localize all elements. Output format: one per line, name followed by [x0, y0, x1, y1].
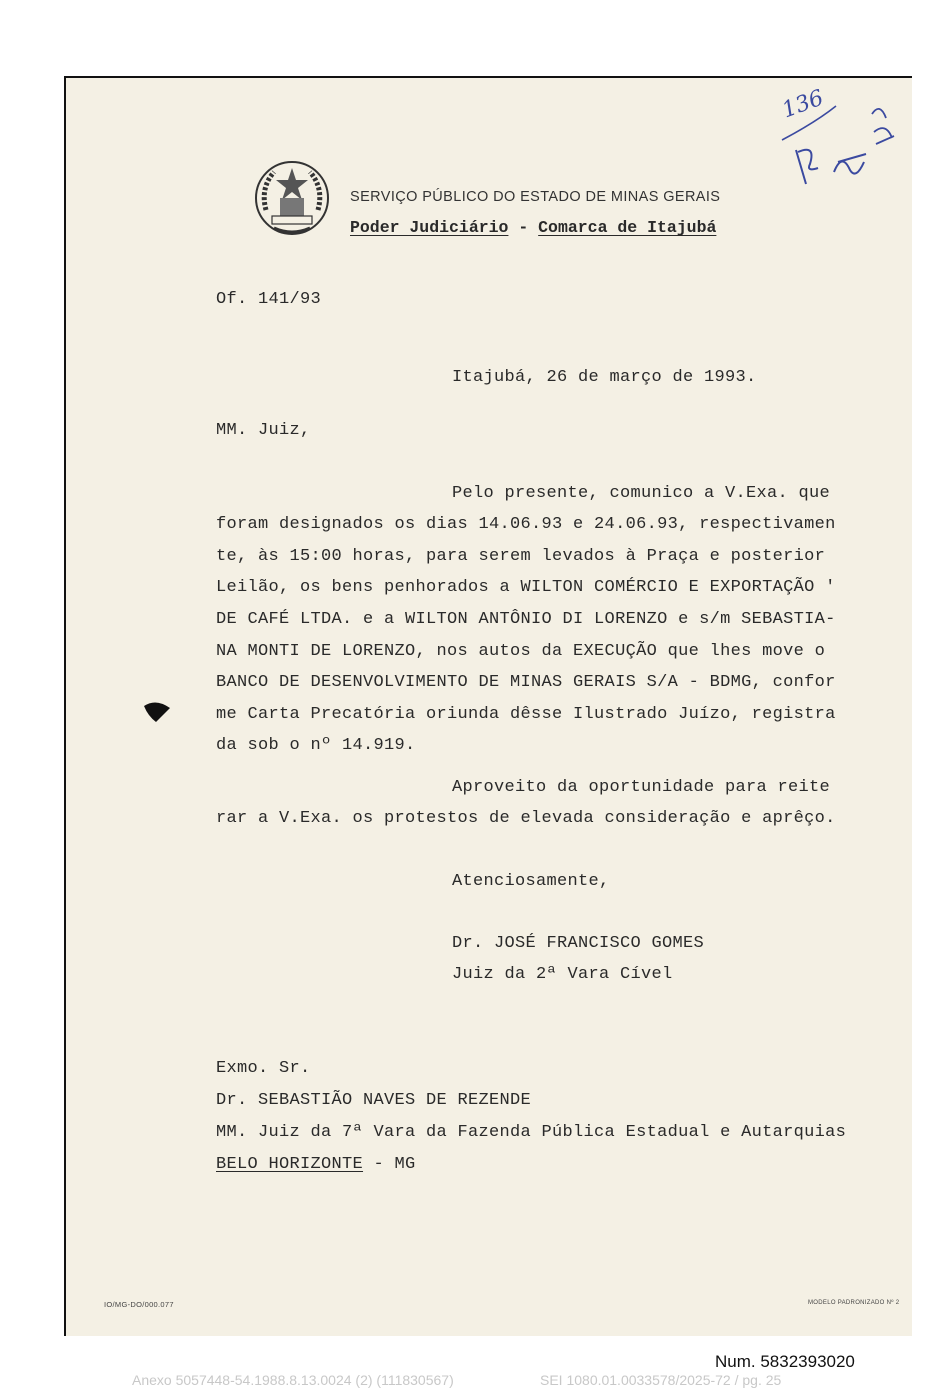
body-line: DE CAFÉ LTDA. e a WILTON ANTÔNIO DI LORENZO e s/m SEBASTIA- — [216, 610, 836, 629]
body-line: da sob o nº 14.919. — [216, 736, 416, 755]
body-line: Pelo presente, comunico a V.Exa. que — [452, 484, 831, 503]
footer-document-number: Num. 5832393020 — [715, 1352, 855, 1371]
body-line: Leilão, os bens penhorados a WILTON COMÉRCIO E EXPORTAÇÃO ' — [216, 578, 836, 597]
body-line: te, às 15:00 horas, para serem levados à Praça e posterior — [216, 547, 826, 566]
letterhead-poder: Poder Judiciário — [350, 218, 509, 237]
letterhead-comarca: Comarca de Itajubá — [538, 218, 717, 237]
body-line: Aproveito da oportunidade para reite — [452, 778, 831, 797]
signature-name: Dr. JOSÉ FRANCISCO GOMES — [452, 934, 705, 953]
salutation: MM. Juiz, — [216, 421, 311, 440]
letterhead-separator: - — [508, 218, 539, 237]
body-line: NA MONTI DE LORENZO, nos autos da EXECUÇÃO que lhes move o — [216, 642, 826, 661]
body-line: rar a V.Exa. os protestos de elevada consideração e aprêço. — [216, 809, 836, 828]
letterhead-line1: SERVIÇO PÚBLICO DO ESTADO DE MINAS GERAIS — [350, 189, 721, 205]
ink-mark-icon — [142, 700, 172, 724]
recipient-line3: MM. Juiz da 7ª Vara da Fazenda Pública Estadual e Autarquias — [216, 1123, 847, 1142]
document-sheet — [64, 76, 912, 1336]
body-line: BANCO DE DESENVOLVIMENTO DE MINAS GERAIS S/A - BDMG, confor — [216, 673, 836, 692]
body-line: foram designados os dias 14.06.93 e 24.06.93, respectivamen — [216, 515, 836, 534]
recipient-line2: Dr. SEBASTIÃO NAVES DE REZENDE — [216, 1091, 532, 1110]
footer-anexo: Anexo 5057448-54.1988.8.13.0024 (2) (111830567) — [132, 1372, 454, 1388]
closing: Atenciosamente, — [452, 872, 610, 891]
recipient-city: BELO HORIZONTE — [216, 1155, 364, 1174]
body-line: me Carta Precatória oriunda dêsse Ilustrado Juízo, registra — [216, 705, 836, 724]
document-reference: Of. 141/93 — [216, 290, 322, 309]
recipient-state: - MG — [363, 1155, 416, 1174]
footer-sei: SEI 1080.01.0033578/2025-72 / pg. 25 — [540, 1372, 782, 1388]
recipient-city-line — [216, 1155, 416, 1174]
recipient-line1: Exmo. Sr. — [216, 1059, 311, 1078]
form-code-left: IO/MG-DO/000.077 — [104, 1300, 174, 1309]
handwritten-page-number: 136 — [778, 85, 828, 124]
form-code-right: MODELO PADRONIZADO Nº 2 — [808, 1300, 900, 1306]
letterhead-line2 — [350, 218, 716, 237]
date-line: Itajubá, 26 de março de 1993. — [452, 368, 757, 387]
state-seal-icon — [252, 158, 332, 238]
signature-title: Juiz da 2ª Vara Cível — [452, 965, 673, 984]
